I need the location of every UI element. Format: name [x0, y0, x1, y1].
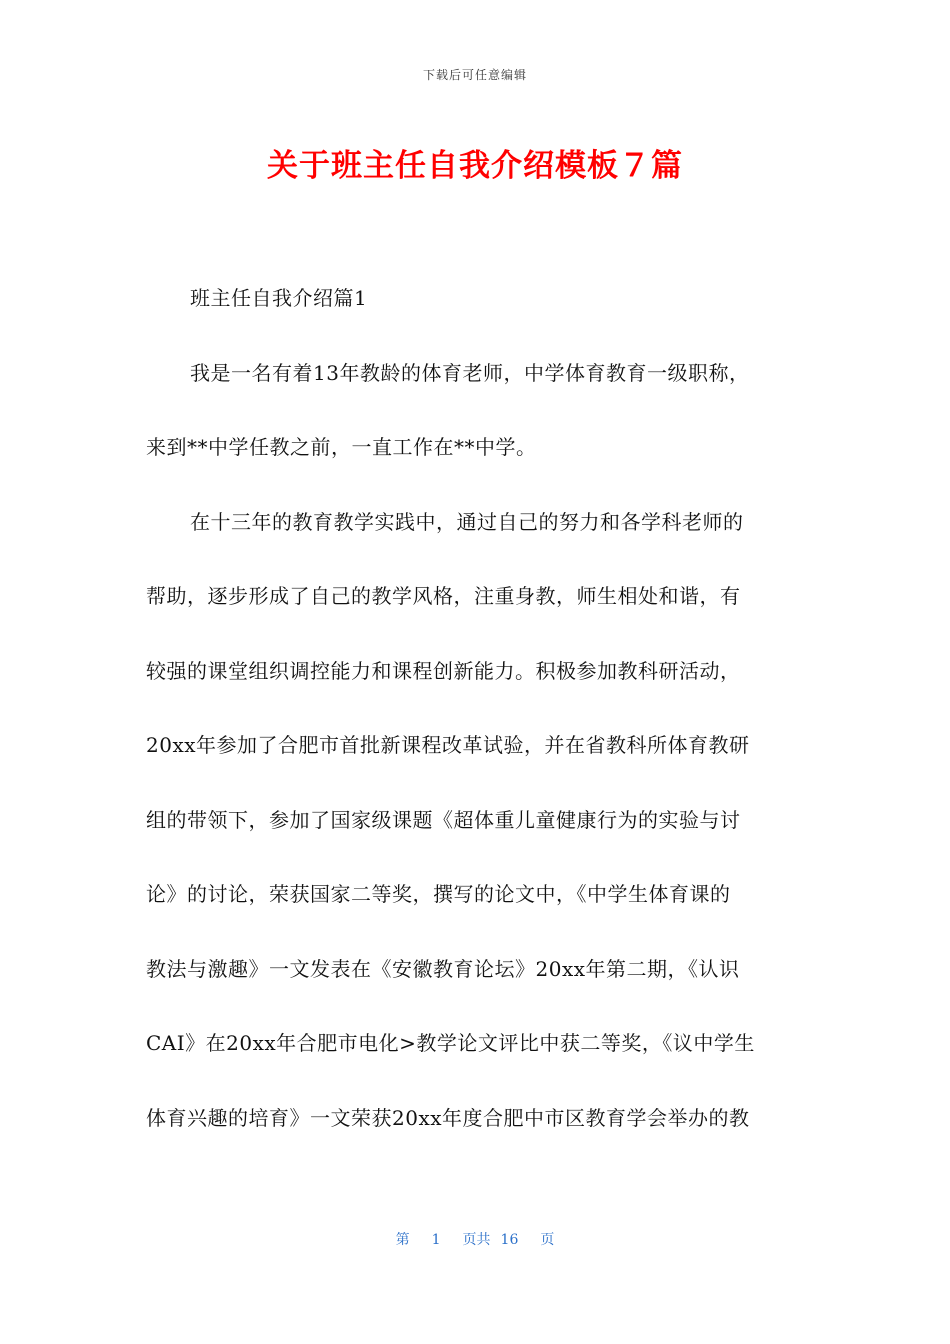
document-title: 关于班主任自我介绍模板７篇: [267, 148, 683, 184]
paragraph-line: 体育兴趣的培育》一文荣获20xx年度合肥中市区教育学会举办的教: [146, 1105, 750, 1130]
page-suffix: 页: [540, 1232, 555, 1248]
paragraph-line: 较强的课堂组织调控能力和课程创新能力。积极参加教科研活动，: [146, 658, 741, 683]
total-pages: 16: [500, 1232, 519, 1248]
paragraph-line: 在十三年的教育教学实践中，通过自己的努力和各学科老师的: [190, 509, 744, 534]
paragraph-line: 论》的讨论，荣获国家二等奖，撰写的论文中，《中学生体育课的: [146, 882, 731, 906]
paragraph-line: 班主任自我介绍篇1: [190, 286, 368, 310]
page-mid: 页共: [462, 1232, 491, 1248]
page-number: 1: [431, 1232, 441, 1248]
paragraph-line: 来到**中学任教之前，一直工作在**中学。: [146, 435, 537, 459]
paragraph-line: 教法与激趣》一文发表在《安徽教育论坛》20xx年第二期，《认识: [146, 956, 740, 981]
header-note: 下载后可任意编辑: [422, 68, 527, 82]
document-body: [146, 278, 806, 1172]
paragraph-line: CAI》在20xx年合肥市电化>教学论文评比中获二等奖，《议中学生: [146, 1031, 755, 1055]
page-footer: [0, 1229, 950, 1249]
paragraph-line: 我是一名有着13年教龄的体育老师，中学体育教育一级职称，: [190, 360, 750, 385]
paragraph-line: 20xx年参加了合肥市首批新课程改革试验，并在省教科所体育教研: [146, 733, 750, 757]
paragraph-line: 帮助，逐步形成了自己的教学风格，注重身教，师生相处和谐，有: [146, 584, 741, 608]
paragraph-line: 组的带领下，参加了国家级课题《超体重儿童健康行为的实验与讨: [146, 807, 741, 832]
page-prefix: 第: [395, 1232, 410, 1248]
